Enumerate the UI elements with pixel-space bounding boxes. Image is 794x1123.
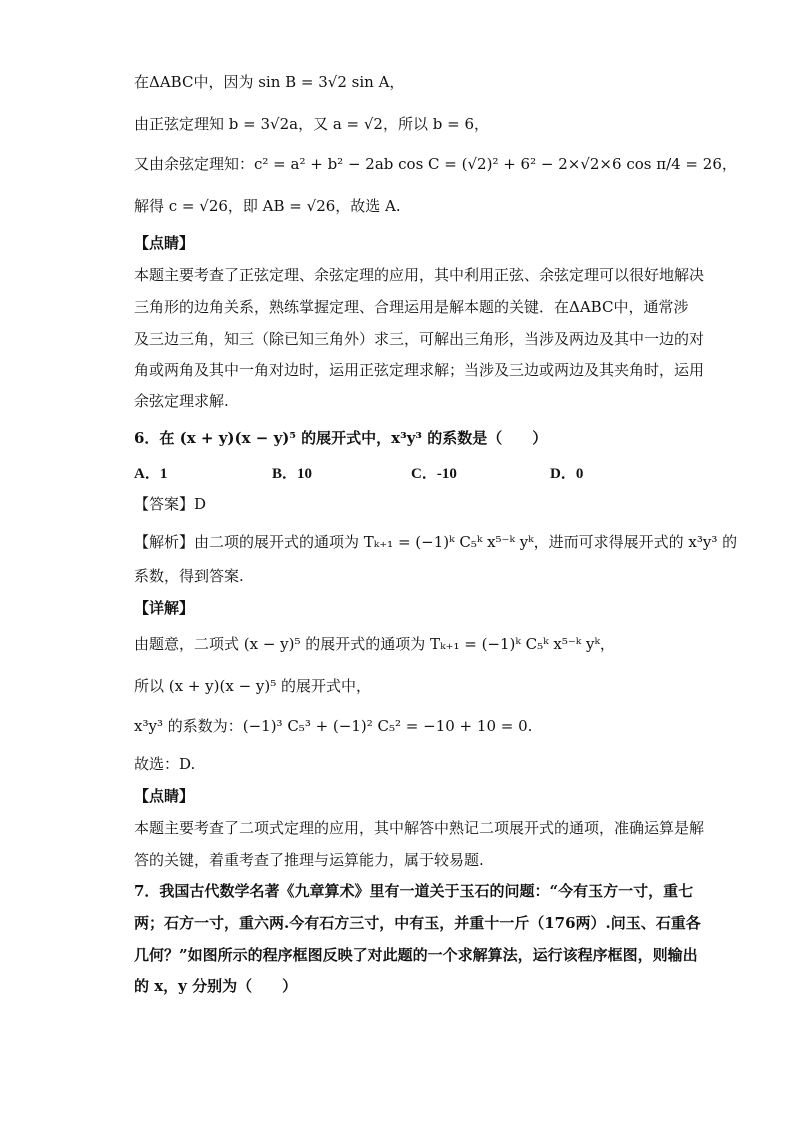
answer-line: 【答案】D	[134, 495, 207, 513]
option-d: D．0	[550, 466, 584, 482]
comment-para-1-line-3: 及三边三角，知三（除已知三角外）求三，可解出三角形，当涉及两边及其中一边的对	[134, 330, 705, 348]
comment-para-1-line-4: 角或两角及其中一角对边时，运用正弦定理求解；当涉及三边或两边及其夹角时，运用	[134, 361, 705, 379]
comment-para-2-line-1: 本题主要考查了二项式定理的应用，其中解答中熟记二项展开式的通项，准确运算是解	[134, 819, 705, 837]
option-a: A．1	[134, 466, 168, 482]
comment-para-2-line-2: 答的关键，着重考查了推理与运算能力，属于较易题.	[134, 851, 484, 869]
analysis-line-1: 【解析】由二项的展开式的通项为 Tₖ₊₁ = (−1)ᵏ C₅ᵏ x⁵⁻ᵏ yᵏ，进而可求得展开式的 x³y³ 的	[134, 533, 738, 551]
question-7-line-3: 几何？”如图所示的程序框图反映了对此题的一个求解算法，运行该程序框图，则输出	[134, 946, 698, 964]
comment-para-1-line-1: 本题主要考查了正弦定理、余弦定理的应用，其中利用正弦、余弦定理可以很好地解决	[134, 266, 705, 284]
comment-para-1-line-5: 余弦定理求解.	[134, 392, 229, 410]
detail-heading: 【详解】	[134, 599, 195, 617]
analysis-line-2: 系数，得到答案.	[134, 567, 244, 585]
comment-para-1-line-2: 三角形的边角关系，熟练掌握定理、合理运用是解本题的关键．在ΔABC中，通常涉	[134, 298, 689, 316]
question-6: 6．在 (x + y)(x − y)⁵ 的展开式中，x³y³ 的系数是（ ）	[134, 429, 548, 447]
comment-heading-1: 【点睛】	[134, 234, 195, 252]
detail-line-3: x³y³ 的系数为：(−1)³ C₅³ + (−1)² C₅² = −10 + 10 = 0.	[134, 717, 533, 735]
detail-line-2: 所以 (x + y)(x − y)⁵ 的展开式中，	[134, 677, 372, 695]
option-c: C．-10	[411, 466, 457, 482]
detail-line-1: 由题意，二项式 (x − y)⁵ 的展开式的通项为 Tₖ₊₁ = (−1)ᵏ C₅ᵏ x⁵⁻ᵏ yᵏ，	[134, 635, 615, 653]
option-b: B．10	[272, 466, 313, 482]
comment-heading-2: 【点睛】	[134, 787, 195, 805]
solution-line-3: 又由余弦定理知：c² = a² + b² − 2ab cos C = (√2)² + 6² − 2×√2×6 cos π/4 = 26，	[134, 155, 737, 173]
question-7-line-2: 两；石方一寸，重六两.今有石方三寸，中有玉，并重十一斤（176两）.问玉、石重各	[134, 914, 701, 932]
question-7-line-1: 7．我国古代数学名著《九章算术》里有一道关于玉石的问题：“今有玉方一寸，重七	[134, 882, 694, 900]
detail-line-4: 故选：D.	[134, 755, 196, 773]
solution-line-4: 解得 c = √26，即 AB = √26，故选 A.	[134, 197, 401, 215]
solution-line-1: 在ΔABC中，因为 sin B = 3√2 sin A，	[134, 73, 405, 91]
question-7-line-4: 的 x，y 分别为（ ）	[134, 977, 298, 995]
solution-line-2: 由正弦定理知 b = 3√2a，又 a = √2，所以 b = 6，	[134, 115, 489, 133]
